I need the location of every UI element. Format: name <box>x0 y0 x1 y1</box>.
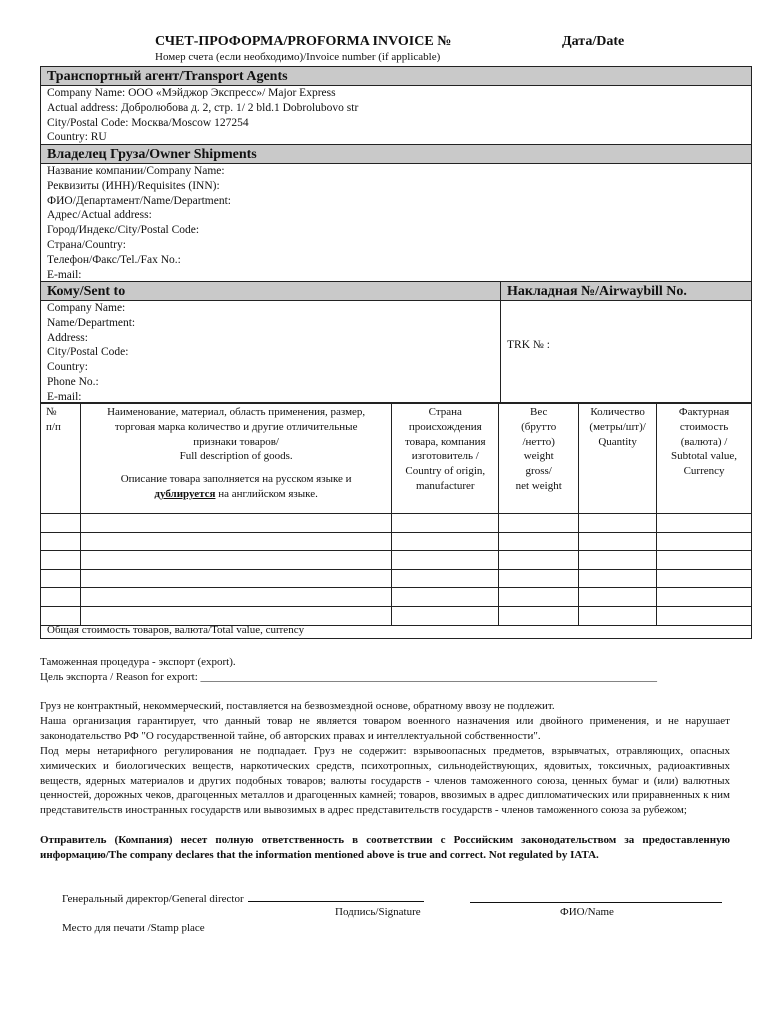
owner-email-field[interactable]: E-mail: <box>47 268 82 281</box>
owner-heading: Владелец Груза/Owner Shipments <box>41 145 751 164</box>
col-description-header: Наименование, материал, область применения, размер, торговая марка количество и другие отличительные признаки товаров/ Full description of goods. Описание товара заполняется на русском языке и дублируется на английском языке. <box>80 404 391 514</box>
transport-agent-address: Actual address: Добролюбова д. 2, стр. 1/ 2 bld.1 Dobrolubovo str <box>47 101 359 114</box>
date-label: Дата/Date <box>562 34 625 49</box>
table-cell[interactable] <box>41 532 81 551</box>
table-cell[interactable] <box>80 532 391 551</box>
table-cell[interactable] <box>392 551 499 570</box>
owner-name-field[interactable]: ФИО/Департамент/Name/Department: <box>47 194 231 207</box>
table-cell[interactable] <box>392 514 499 533</box>
goods-table <box>40 403 752 626</box>
declaration-responsibility: Отправитель (Компания) несет полную ответственность в соответствии с Российским законодательством за предоставленную информацию/The company declares that the information mentioned above is true and correct. Not regulated by IATA. <box>40 834 730 861</box>
table-cell[interactable] <box>41 588 81 607</box>
table-cell[interactable] <box>80 588 391 607</box>
owner-address-field[interactable]: Адрес/Actual address: <box>47 209 152 222</box>
signature-caption: Подпись/Signature <box>335 906 421 918</box>
table-cell[interactable] <box>499 551 579 570</box>
table-cell[interactable] <box>41 514 81 533</box>
table-row <box>41 569 752 588</box>
table-cell[interactable] <box>657 532 752 551</box>
export-reason-field[interactable]: Цель экспорта / Reason for export: ___________________________________________________________________________________ <box>40 671 657 683</box>
table-row <box>41 551 752 570</box>
signature-line[interactable] <box>248 892 424 902</box>
owner-phone-field[interactable]: Телефон/Факс/Tel./Fax No.: <box>47 253 181 266</box>
customs-procedure: Таможенная процедура - экспорт (export). <box>40 656 236 668</box>
table-cell[interactable] <box>392 532 499 551</box>
recipient-company-field[interactable]: Company Name: <box>47 302 126 314</box>
table-cell[interactable] <box>499 514 579 533</box>
owner-company-field[interactable]: Название компании/Company Name: <box>47 165 225 177</box>
table-cell[interactable] <box>499 588 579 607</box>
recipient-email-field[interactable]: E-mail: <box>47 390 82 403</box>
col-number-header: № п/п <box>41 404 81 514</box>
table-cell[interactable] <box>80 551 391 570</box>
table-cell[interactable] <box>499 532 579 551</box>
recipient-name-field[interactable]: Name/Department: <box>47 316 136 329</box>
sent-to-heading: Кому/Sent to <box>41 282 500 301</box>
table-cell[interactable] <box>579 588 657 607</box>
name-line[interactable] <box>470 902 722 903</box>
transport-agent-company: Company Name: ООО «Мэйджор Экспресс»/ Major Express <box>47 87 336 99</box>
table-cell[interactable] <box>579 514 657 533</box>
transport-agent-heading: Транспортный агент/Transport Agents <box>41 67 751 86</box>
owner-inn-field[interactable]: Реквизиты (ИНН)/Requisites (INN): <box>47 179 220 192</box>
airwaybill-heading: Накладная №/Airwaybill No. <box>501 282 751 301</box>
stamp-place: Место для печати /Stamp place <box>62 922 205 934</box>
transport-agent-section <box>40 66 752 145</box>
declaration-noncommercial: Груз не контрактный, некоммерческий, поставляется на безвозмездной основе, обратному ввозу не подлежит. <box>40 700 555 712</box>
director-label: Генеральный директор/General director <box>62 893 244 905</box>
table-cell[interactable] <box>579 551 657 570</box>
table-cell[interactable] <box>499 569 579 588</box>
table-row <box>41 532 752 551</box>
table-row <box>41 588 752 607</box>
table-cell[interactable] <box>657 514 752 533</box>
table-cell[interactable] <box>41 551 81 570</box>
table-cell[interactable] <box>80 514 391 533</box>
trk-number-field[interactable]: TRK № : <box>507 339 550 351</box>
transport-agent-city: City/Postal Code: Москва/Moscow 127254 <box>47 116 249 129</box>
table-cell[interactable] <box>579 532 657 551</box>
table-cell[interactable] <box>392 569 499 588</box>
table-cell[interactable] <box>579 569 657 588</box>
invoice-title: СЧЕТ-ПРОФОРМА/PROFORMA INVOICE № <box>155 34 452 49</box>
recipient-section <box>40 282 752 403</box>
col-weight-header: Вес (брутто /нетто) weight gross/ net weight <box>499 404 579 514</box>
table-row <box>41 514 752 533</box>
owner-city-field[interactable]: Город/Индекс/City/Postal Code: <box>47 224 200 237</box>
recipient-city-field[interactable]: City/Postal Code: <box>47 346 129 359</box>
transport-agent-country: Country: RU <box>47 131 107 144</box>
total-value-field[interactable]: Общая стоимость товаров, валюта/Total value, currency <box>40 622 752 639</box>
table-cell[interactable] <box>80 569 391 588</box>
goods-table-header <box>41 404 752 514</box>
recipient-country-field[interactable]: Country: <box>47 361 88 374</box>
col-origin-header: Страна происхождения товара, компания изготовитель / Country of origin, manufacturer <box>392 404 499 514</box>
table-cell[interactable] <box>392 588 499 607</box>
table-cell[interactable] <box>657 551 752 570</box>
col-value-header: Фактурная стоимость (валюта) / Subtotal value, Currency <box>657 404 752 514</box>
table-cell[interactable] <box>41 569 81 588</box>
recipient-address-field[interactable]: Address: <box>47 331 88 344</box>
director-signature-row <box>62 892 424 905</box>
owner-section <box>40 145 752 282</box>
declaration-restrictions: Под меры нетарифного регулирования не подпадает. Груз не содержит: взрывоопасных предметов, взрывчатых, отравляющих, опасных химических и биологических веществ, наркотических средств, психотропных, сильнодействующих, ядовитых, токсичных, радиоактивных веществ, ядерных материалов и других подобных товаров; валюты государств - членов таможенного союза, ценных бумаг и (или) валютных ценностей, дорожных чеков, драгоценных металлов и драгоценных камней; товаров, ввозимых в адрес дипломатических или приравненных к ним представительств иностранных государств или вывозимых в адрес представительств государств - членов таможенного союза за рубежом; <box>40 745 730 817</box>
name-caption: ФИО/Name <box>560 906 614 918</box>
owner-country-field[interactable]: Страна/Country: <box>47 238 126 251</box>
table-cell[interactable] <box>657 588 752 607</box>
description-note: Описание товара заполняется на русском языке и дублируется на английском языке. <box>120 473 352 500</box>
invoice-number-subtitle: Номер счета (если необходимо)/Invoice number (if applicable) <box>155 51 441 63</box>
table-cell[interactable] <box>657 569 752 588</box>
recipient-phone-field[interactable]: Phone No.: <box>47 375 99 388</box>
declaration-nonmilitary: Наша организация гарантирует, что данный товар не является товаром военного назначения или двойного применения, и не нарушает законодательство РФ "О государственной тайне, об авторских правах и интеллектуальной собственности". <box>40 715 730 742</box>
col-quantity-header: Количество (метры/шт)/ Quantity <box>579 404 657 514</box>
